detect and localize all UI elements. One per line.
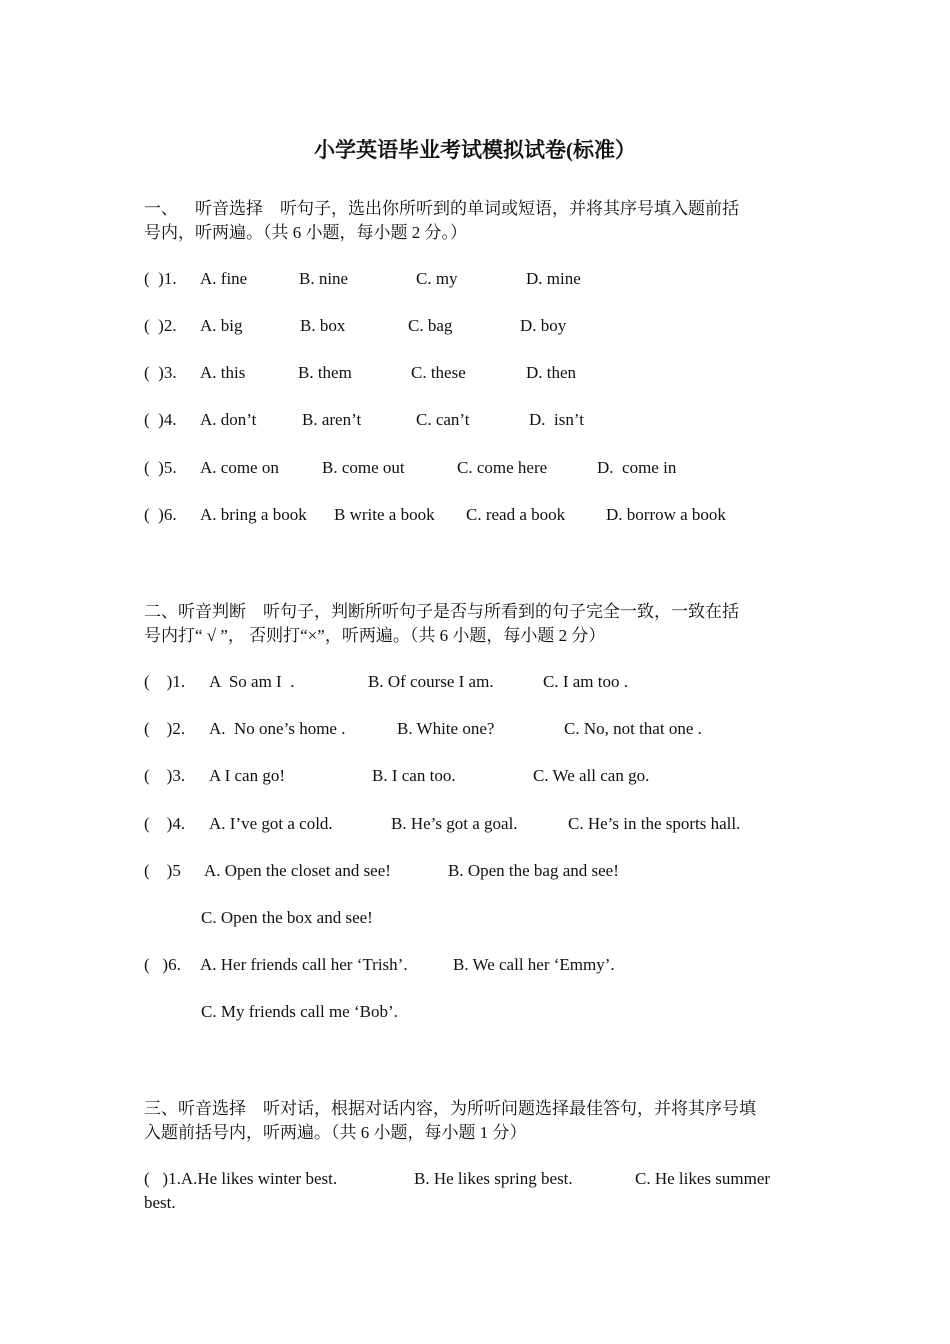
s3-q1-option-c: C. He likes summer xyxy=(635,1169,771,1188)
s2-q5-option-a: A. Open the closet and see! xyxy=(204,861,391,880)
s1-q2-number: ( )2. xyxy=(144,316,177,335)
s2-q1-number: ( )1. xyxy=(144,672,186,691)
s2-q1-option-a: A So am I . xyxy=(209,672,295,691)
s2-q2-number: ( )2. xyxy=(144,719,186,738)
s1-q6-option-b: B write a book xyxy=(334,505,435,524)
s2-q3-option-a: A I can go! xyxy=(209,766,286,785)
s1-q4-option-c: C. can’t xyxy=(416,410,470,429)
s1-q5-option-a: A. come on xyxy=(200,458,279,477)
s1-q6-option-a: A. bring a book xyxy=(200,505,307,524)
s2-q4-option-a: A. I’ve got a cold. xyxy=(209,814,333,833)
section-3-heading-line-2: 入题前括号内，听两遍。（共 6 小题，每小题 1 分） xyxy=(144,1123,527,1142)
s2-q1-option-c: C. I am too . xyxy=(543,672,628,691)
s1-q6-option-d: D. borrow a book xyxy=(606,505,726,524)
s2-q2-option-a: A. No one’s home . xyxy=(209,719,346,738)
s2-q3-option-c: C. We all can go. xyxy=(533,766,650,785)
section-2-heading-line-2: 号内打“ √ ”， 否则打“×”，听两遍。（共 6 小题，每小题 2 分） xyxy=(144,626,606,645)
s2-q5-option-b: B. Open the bag and see! xyxy=(448,861,619,880)
s2-q1-option-b: B. Of course I am. xyxy=(368,672,494,691)
s1-q2-option-b: B. box xyxy=(300,316,346,335)
s2-q3-number: ( )3. xyxy=(144,766,186,785)
s2-q6-option-b: B. We call her ‘Emmy’. xyxy=(453,955,615,974)
s1-q3-option-d: D. then xyxy=(526,363,577,382)
s1-q3-option-b: B. them xyxy=(298,363,352,382)
s2-q4-option-c: C. He’s in the sports hall. xyxy=(568,814,741,833)
s1-q4-option-d: D. isn’t xyxy=(529,410,584,429)
s1-q3-option-c: C. these xyxy=(411,363,466,382)
s2-q5-number: ( )5 xyxy=(144,861,181,880)
section-2-heading-line-1: 二、听音判断 听句子，判断所听句子是否与所看到的句子完全一致，一致在括 xyxy=(144,602,739,621)
s2-q6-option-a: A. Her friends call her ‘Trish’. xyxy=(200,955,408,974)
s2-q4-number: ( )4. xyxy=(144,814,186,833)
s3-q1-continuation: best. xyxy=(144,1193,176,1212)
s1-q5-option-c: C. come here xyxy=(457,458,548,477)
s1-q2-option-c: C. bag xyxy=(408,316,453,335)
s1-q1-option-d: D. mine xyxy=(526,269,581,288)
s1-q4-number: ( )4. xyxy=(144,410,177,429)
s1-q3-option-a: A. this xyxy=(200,363,246,382)
s1-q2-option-a: A. big xyxy=(200,316,243,335)
section-1-heading-line-1: 一、 听音选择 听句子，选出你所听到的单词或短语，并将其序号填入题前括 xyxy=(144,199,739,218)
s1-q1-option-c: C. my xyxy=(416,269,458,288)
s1-q4-option-a: A. don’t xyxy=(200,410,257,429)
page-title: 小学英语毕业考试模拟试卷(标准） xyxy=(314,138,636,162)
s2-q3-option-b: B. I can too. xyxy=(372,766,456,785)
s1-q4-option-b: B. aren’t xyxy=(302,410,362,429)
s1-q5-option-b: B. come out xyxy=(322,458,405,477)
s1-q6-option-c: C. read a book xyxy=(466,505,566,524)
s1-q5-number: ( )5. xyxy=(144,458,177,477)
s1-q1-option-b: B. nine xyxy=(299,269,349,288)
s2-q6-number: ( )6. xyxy=(144,955,181,974)
s2-q2-option-b: B. White one? xyxy=(397,719,495,738)
s1-q6-number: ( )6. xyxy=(144,505,177,524)
s3-q1-number-option-a: ( )1.A.He likes winter best. xyxy=(144,1169,338,1188)
s2-q5-option-c: C. Open the box and see! xyxy=(201,908,373,927)
s2-q6-option-c: C. My friends call me ‘Bob’. xyxy=(201,1002,398,1021)
s1-q1-number: ( )1. xyxy=(144,269,177,288)
s2-q4-option-b: B. He’s got a goal. xyxy=(391,814,518,833)
s1-q3-number: ( )3. xyxy=(144,363,177,382)
section-3-heading-line-1: 三、听音选择 听对话，根据对话内容，为所听问题选择最佳答句，并将其序号填 xyxy=(144,1099,756,1118)
s1-q5-option-d: D. come in xyxy=(597,458,677,477)
section-1-heading-line-2: 号内，听两遍。（共 6 小题，每小题 2 分。） xyxy=(144,223,467,242)
s1-q1-option-a: A. fine xyxy=(200,269,248,288)
s2-q2-option-c: C. No, not that one . xyxy=(564,719,702,738)
s3-q1-option-b: B. He likes spring best. xyxy=(414,1169,573,1188)
s1-q2-option-d: D. boy xyxy=(520,316,567,335)
